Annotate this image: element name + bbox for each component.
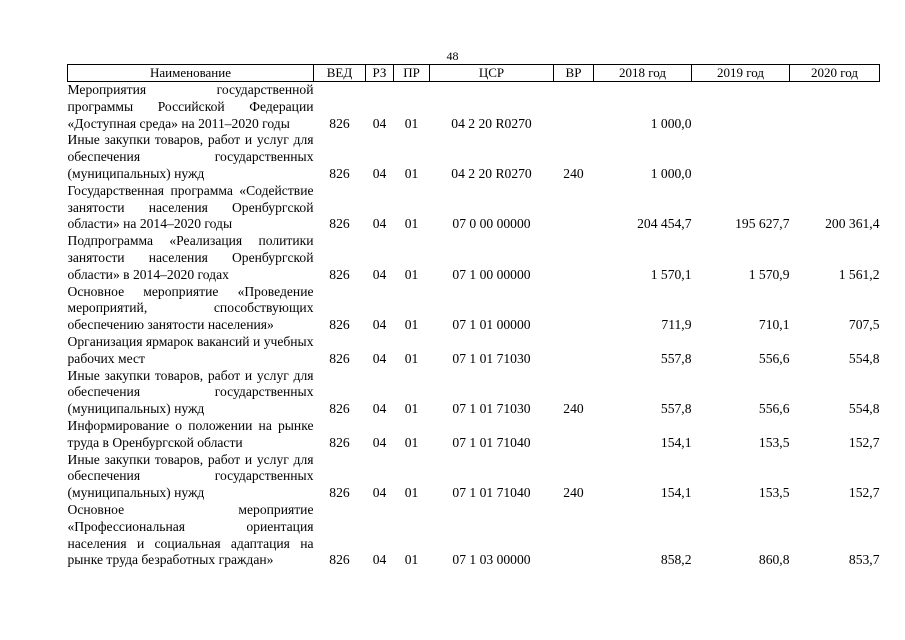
header-rz: РЗ: [366, 65, 394, 82]
budget-table: [67, 64, 880, 569]
row-2018: 557,8: [660, 401, 692, 417]
row-pr: 01: [404, 552, 419, 568]
row-2018: 204 454,7: [637, 216, 692, 232]
table-row: [68, 418, 880, 452]
row-rz: 04: [372, 350, 387, 366]
row-2018: 858,2: [660, 552, 692, 568]
row-vr: 240: [563, 165, 584, 181]
row-2018: 154,1: [660, 434, 692, 450]
header-2018: 2018 год: [594, 65, 692, 82]
row-name: Иные закупки товаров, работ и услуг для обеспечения государственных (муниципальных) нужд: [67, 132, 314, 181]
row-2020: 152,7: [848, 434, 880, 450]
row-name: Основное мероприятие «Профессиональная ориентация населения и социальная адаптация на рынке труда безработных граждан»: [67, 501, 314, 568]
row-ved: 826: [329, 317, 350, 333]
row-vr: [554, 183, 594, 233]
row-vr: [554, 284, 594, 334]
row-2019: [692, 132, 790, 182]
row-csr: 07 1 03 00000: [452, 552, 531, 568]
row-2019: 1 570,9: [748, 266, 790, 282]
row-2018: 557,8: [660, 350, 692, 366]
row-2019: 195 627,7: [735, 216, 790, 232]
row-name: Информирование о положении на рынке труда в Оренбургской области: [67, 417, 314, 450]
table-row: [68, 82, 880, 133]
header-vr: ВР: [554, 65, 594, 82]
row-2019: [692, 82, 790, 133]
header-2020: 2020 год: [790, 65, 880, 82]
row-csr: 07 1 01 71030: [452, 350, 531, 366]
row-pr: 01: [404, 266, 419, 282]
table-row: [68, 233, 880, 283]
table-row: [68, 452, 880, 502]
table-row: [68, 368, 880, 418]
header-ved: ВЕД: [314, 65, 366, 82]
row-pr: 01: [404, 485, 419, 501]
row-name: Подпрограмма «Реализация политики занятости населения Оренбургской области» в 2014–2020 годах: [67, 233, 314, 282]
row-vr: 240: [563, 485, 584, 501]
row-2020: [790, 132, 880, 182]
row-pr: 01: [404, 115, 419, 131]
row-csr: 07 1 01 71040: [452, 485, 531, 501]
row-csr: 07 1 01 71030: [452, 401, 531, 417]
row-ved: 826: [329, 485, 350, 501]
table-row: [68, 183, 880, 233]
row-pr: 01: [404, 401, 419, 417]
row-vr: [554, 233, 594, 283]
row-2019: 710,1: [758, 317, 790, 333]
row-rz: 04: [372, 552, 387, 568]
row-2018: 1 000,0: [650, 165, 692, 181]
row-2019: 556,6: [758, 350, 790, 366]
header-pr: ПР: [394, 65, 430, 82]
row-csr: 07 0 00 00000: [452, 216, 531, 232]
row-rz: 04: [372, 216, 387, 232]
row-name: Организация ярмарок вакансий и учебных рабочих мест: [67, 333, 314, 366]
row-rz: 04: [372, 165, 387, 181]
row-2020: 554,8: [848, 401, 880, 417]
row-vr: [554, 334, 594, 368]
row-csr: 07 1 01 00000: [452, 317, 531, 333]
row-ved: 826: [329, 165, 350, 181]
row-2018: 154,1: [660, 485, 692, 501]
row-vr: [554, 82, 594, 133]
row-pr: 01: [404, 434, 419, 450]
table-row: [68, 284, 880, 334]
row-pr: 01: [404, 317, 419, 333]
row-pr: 01: [404, 165, 419, 181]
row-vr: [554, 502, 594, 569]
row-2020: 200 361,4: [825, 216, 880, 232]
row-ved: 826: [329, 552, 350, 568]
row-rz: 04: [372, 317, 387, 333]
row-csr: 07 1 01 71040: [452, 434, 531, 450]
row-2020: 853,7: [848, 552, 880, 568]
header-name: Наименование: [68, 65, 314, 82]
table-row: [68, 502, 880, 569]
row-vr: 240: [563, 401, 584, 417]
row-rz: 04: [372, 266, 387, 282]
row-2019: 860,8: [758, 552, 790, 568]
row-2020: [790, 82, 880, 133]
table-header-row: [68, 65, 880, 82]
row-name: Государственная программа «Содействие занятости населения Оренбургской области» на 2014–2020 годы: [67, 182, 314, 232]
row-2020: 1 561,2: [838, 266, 880, 282]
row-name: Иные закупки товаров, работ и услуг для обеспечения государственных (муниципальных) нужд: [67, 451, 314, 501]
header-csr: ЦСР: [430, 65, 554, 82]
row-name: Мероприятия государственной программы Российской Федерации «Доступная среда» на 2011–2020 годы: [67, 82, 314, 131]
row-2018: 1 000,0: [650, 115, 692, 131]
row-name: Основное мероприятие «Проведение мероприятий, способствующих обеспечению занятости населения»: [67, 283, 314, 333]
row-ved: 826: [329, 115, 350, 131]
row-csr: 04 2 20 R0270: [451, 165, 532, 181]
table-row: [68, 334, 880, 368]
row-2020: 554,8: [848, 350, 880, 366]
row-ved: 826: [329, 434, 350, 450]
row-name: Иные закупки товаров, работ и услуг для обеспечения государственных (муниципальных) нужд: [67, 367, 314, 417]
row-pr: 01: [404, 216, 419, 232]
row-csr: 04 2 20 R0270: [451, 115, 532, 131]
row-2018: 711,9: [661, 317, 692, 333]
row-rz: 04: [372, 485, 387, 501]
row-2018: 1 570,1: [650, 266, 692, 282]
header-2019: 2019 год: [692, 65, 790, 82]
row-2019: 153,5: [758, 434, 790, 450]
row-rz: 04: [372, 115, 387, 131]
row-ved: 826: [329, 216, 350, 232]
row-rz: 04: [372, 434, 387, 450]
row-2019: 153,5: [758, 485, 790, 501]
table-row: [68, 132, 880, 182]
row-2019: 556,6: [758, 401, 790, 417]
row-csr: 07 1 00 00000: [452, 266, 531, 282]
row-2020: 152,7: [848, 485, 880, 501]
row-rz: 04: [372, 401, 387, 417]
row-2020: 707,5: [848, 317, 880, 333]
page-number: 48: [446, 49, 459, 63]
row-ved: 826: [329, 350, 350, 366]
row-ved: 826: [329, 401, 350, 417]
row-pr: 01: [404, 350, 419, 366]
row-ved: 826: [329, 266, 350, 282]
row-vr: [554, 418, 594, 452]
